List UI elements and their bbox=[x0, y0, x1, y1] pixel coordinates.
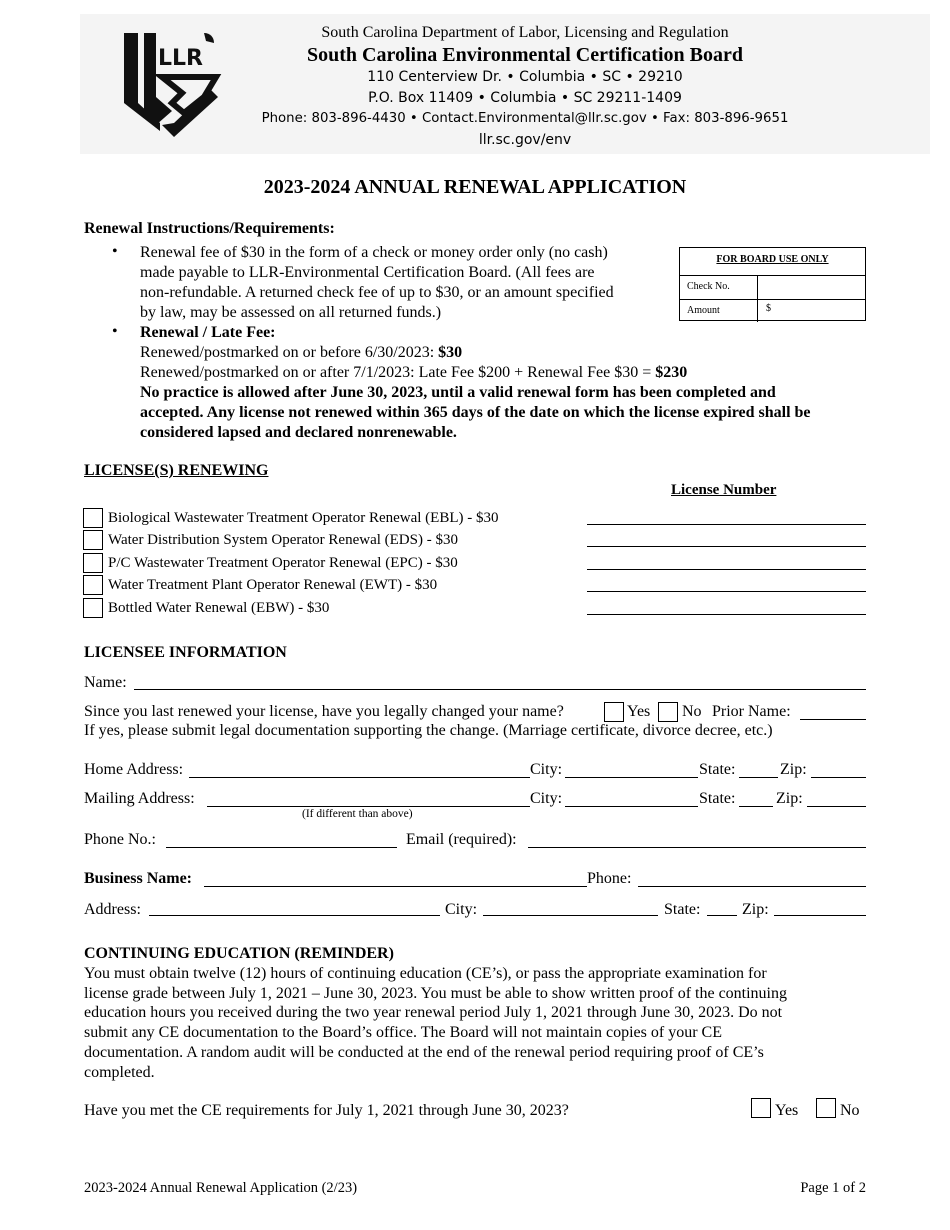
ce-line: submit any CE documentation to the Board’s office. The Board will not maintain copies of your CE bbox=[84, 1024, 722, 1042]
mailing-zip-field[interactable] bbox=[807, 806, 866, 807]
mailing-city-field[interactable] bbox=[565, 806, 698, 807]
home-address-label: Home Address: bbox=[84, 761, 184, 778]
ce-yes-label: Yes bbox=[775, 1102, 799, 1119]
name-change-no-checkbox[interactable] bbox=[658, 702, 678, 722]
license-number-eds[interactable] bbox=[587, 546, 866, 547]
checkbox-ebl[interactable] bbox=[83, 508, 103, 528]
logo-text: LLR bbox=[158, 46, 203, 71]
business-phone-label: Phone: bbox=[587, 870, 632, 887]
checkbox-ebw[interactable] bbox=[83, 598, 103, 618]
home-address-field[interactable] bbox=[189, 777, 530, 778]
phone-label: Phone No.: bbox=[84, 831, 156, 848]
amount-field[interactable]: $ bbox=[766, 303, 771, 314]
name-change-no-label: No bbox=[682, 703, 702, 720]
licenses-heading: LICENSE(S) RENEWING bbox=[84, 462, 269, 479]
fee-line: Renewal fee of $30 in the form of a check or money order only (no cash) bbox=[140, 244, 608, 261]
email-label: Email (required): bbox=[406, 831, 517, 848]
prior-name-label: Prior Name: bbox=[712, 703, 791, 720]
business-name-field[interactable] bbox=[204, 886, 587, 887]
business-phone-field[interactable] bbox=[638, 886, 866, 887]
name-change-note: If yes, please submit legal documentation supporting the change. (Marriage certificate, divorce decree, etc.) bbox=[84, 722, 773, 739]
bullet-icon: • bbox=[112, 323, 118, 340]
mailing-state-label: State: bbox=[699, 790, 736, 807]
name-change-yes-label: Yes bbox=[627, 703, 651, 720]
board-use-box bbox=[679, 247, 866, 321]
on-time-text: Renewed/postmarked on or before 6/30/2023: bbox=[140, 344, 439, 361]
business-state-field[interactable] bbox=[707, 915, 737, 916]
licensee-heading: LICENSEE INFORMATION bbox=[84, 644, 287, 661]
business-state-label: State: bbox=[664, 901, 701, 918]
po-box-address: P.O. Box 11409 • Columbia • SC 29211-1409 bbox=[368, 90, 682, 106]
mailing-note: (If different than above) bbox=[302, 808, 413, 820]
mailing-address-label: Mailing Address: bbox=[84, 790, 195, 807]
fee-line: made payable to LLR-Environmental Certification Board. (All fees are bbox=[140, 264, 595, 281]
business-address-label: Address: bbox=[84, 901, 141, 918]
website: llr.sc.gov/env bbox=[478, 132, 572, 148]
fee-line: by law, may be assessed on all returned funds.) bbox=[140, 304, 442, 321]
mailing-city-label: City: bbox=[530, 790, 563, 807]
ce-body bbox=[84, 964, 787, 1082]
prior-name-field[interactable] bbox=[800, 719, 866, 720]
mailing-address-field[interactable] bbox=[207, 806, 530, 807]
warning-line: considered lapsed and declared nonrenewable. bbox=[140, 424, 457, 441]
ce-no-checkbox[interactable] bbox=[816, 1098, 836, 1118]
ce-line: completed. bbox=[84, 1063, 155, 1081]
on-time-amount: $30 bbox=[438, 344, 463, 361]
name-label: Name: bbox=[84, 674, 127, 691]
business-address-field[interactable] bbox=[149, 915, 440, 916]
footer-page-number: Page 1 of 2 bbox=[800, 1180, 866, 1196]
name-field[interactable] bbox=[134, 689, 866, 690]
license-number-ewt[interactable] bbox=[587, 591, 866, 592]
checkbox-ewt[interactable] bbox=[83, 575, 103, 595]
bullet-icon: • bbox=[112, 243, 118, 260]
fee-line: non-refundable. A returned check fee of up to $30, or an amount specified bbox=[140, 284, 614, 301]
warning-line: No practice is allowed after June 30, 2023, until a valid renewal form has been completed and bbox=[140, 384, 776, 401]
amount-label: Amount bbox=[680, 300, 758, 322]
ce-no-label: No bbox=[840, 1102, 860, 1119]
ce-yes-checkbox[interactable] bbox=[751, 1098, 771, 1118]
name-change-question: Since you last renewed your license, have you legally changed your name? bbox=[84, 703, 564, 720]
late-amount: $230 bbox=[655, 364, 688, 381]
ce-line: education hours you received during the two year renewal period July 1, 2021 through June 30, 2023. Do not bbox=[84, 1004, 783, 1022]
home-city-label: City: bbox=[530, 761, 563, 778]
department-name: South Carolina Department of Labor, Licensing and Regulation bbox=[321, 24, 729, 41]
instructions-heading: Renewal Instructions/Requirements: bbox=[84, 220, 335, 237]
street-address: 110 Centerview Dr. • Columbia • SC • 29210 bbox=[367, 69, 683, 85]
late-fee-block bbox=[140, 323, 811, 443]
late-fee-label: Renewal / Late Fee: bbox=[140, 324, 276, 341]
footer-form-id: 2023-2024 Annual Renewal Application (2/23) bbox=[84, 1180, 358, 1196]
checkbox-eds[interactable] bbox=[83, 530, 103, 550]
mailing-zip-label: Zip: bbox=[776, 790, 803, 807]
ce-line: documentation. A random audit will be conducted at the end of the renewal period requiring proof of CE’s bbox=[84, 1043, 764, 1061]
renewal-fee-text bbox=[140, 243, 614, 323]
license-option-ewt: Water Treatment Plant Operator Renewal (EWT) - $30 bbox=[108, 577, 438, 593]
license-option-ebw: Bottled Water Renewal (EBW) - $30 bbox=[108, 600, 330, 616]
check-no-label: Check No. bbox=[680, 276, 758, 299]
page-title: 2023-2024 ANNUAL RENEWAL APPLICATION bbox=[263, 176, 687, 198]
home-zip-label: Zip: bbox=[780, 761, 807, 778]
home-city-field[interactable] bbox=[565, 777, 698, 778]
license-option-epc: P/C Wastewater Treatment Operator Renewal (EPC) - $30 bbox=[108, 555, 458, 571]
ce-line: You must obtain twelve (12) hours of continuing education (CE’s), or pass the appropriate examination for bbox=[84, 965, 767, 982]
warning-line: accepted. Any license not renewed within 365 days of the date on which the license expired shall be bbox=[140, 404, 811, 421]
home-state-label: State: bbox=[699, 761, 736, 778]
late-text: Renewed/postmarked on or after 7/1/2023: Late Fee $200 + Renewal Fee $30 = bbox=[140, 364, 656, 381]
license-option-ebl: Biological Wastewater Treatment Operator Renewal (EBL) - $30 bbox=[108, 510, 499, 526]
contact-info: Phone: 803-896-4430 • Contact.Environmental@llr.sc.gov • Fax: 803-896-9651 bbox=[261, 111, 789, 126]
home-zip-field[interactable] bbox=[811, 777, 866, 778]
mailing-state-field[interactable] bbox=[739, 806, 773, 807]
phone-field[interactable] bbox=[166, 847, 397, 848]
license-option-eds: Water Distribution System Operator Renewal (EDS) - $30 bbox=[108, 532, 458, 548]
license-number-ebl[interactable] bbox=[587, 524, 866, 525]
business-name-label: Business Name: bbox=[84, 870, 193, 887]
business-city-field[interactable] bbox=[483, 915, 658, 916]
license-number-epc[interactable] bbox=[587, 569, 866, 570]
home-state-field[interactable] bbox=[739, 777, 778, 778]
name-change-yes-checkbox[interactable] bbox=[604, 702, 624, 722]
ce-heading: CONTINUING EDUCATION (REMINDER) bbox=[84, 945, 394, 962]
ce-line: license grade between July 1, 2021 – June 30, 2023. You must be able to show written proof of the continuing bbox=[84, 984, 787, 1002]
license-number-header: License Number bbox=[671, 482, 777, 498]
business-zip-label: Zip: bbox=[742, 901, 769, 918]
checkbox-epc[interactable] bbox=[83, 553, 103, 573]
board-use-title: FOR BOARD USE ONLY bbox=[680, 248, 865, 276]
business-city-label: City: bbox=[445, 901, 478, 918]
ce-question: Have you met the CE requirements for July 1, 2021 through June 30, 2023? bbox=[84, 1102, 569, 1119]
board-name: South Carolina Environmental Certification Board bbox=[307, 44, 743, 66]
email-field[interactable] bbox=[528, 847, 866, 848]
check-no-field[interactable] bbox=[758, 276, 766, 299]
license-number-ebw[interactable] bbox=[587, 614, 866, 615]
business-zip-field[interactable] bbox=[774, 915, 866, 916]
